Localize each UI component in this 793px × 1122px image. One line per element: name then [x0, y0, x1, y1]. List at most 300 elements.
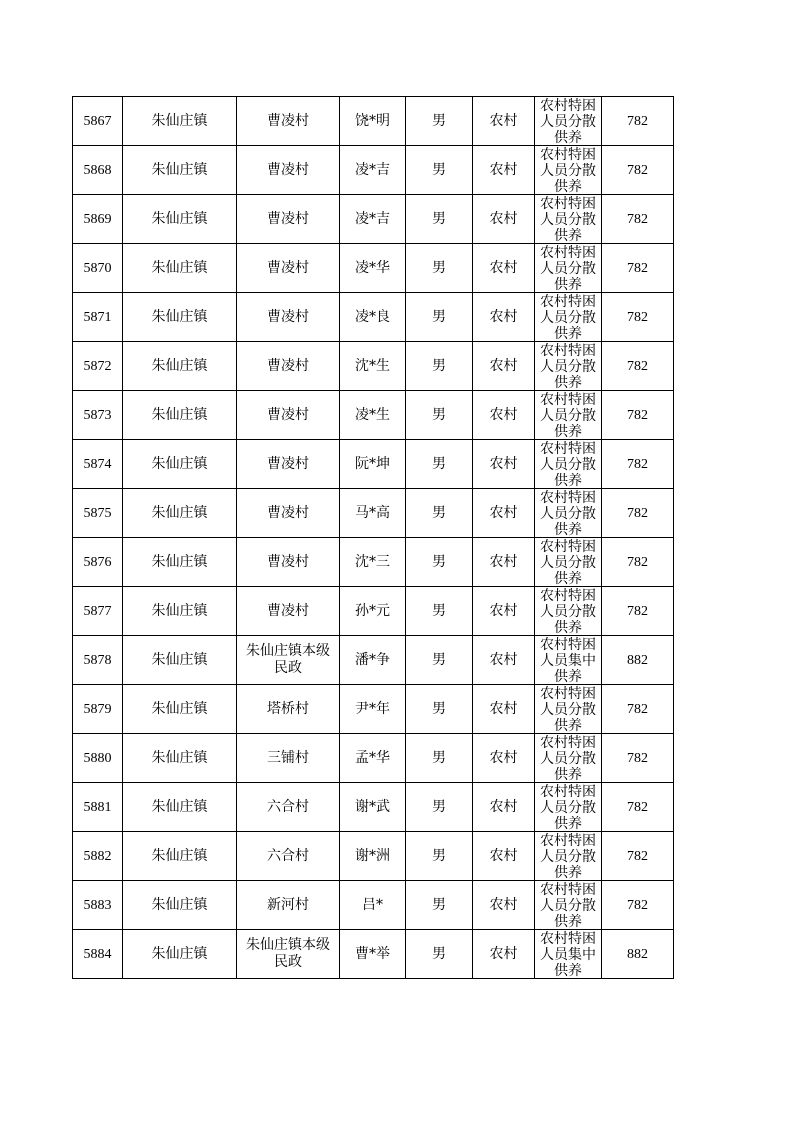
- name-text: 马*高: [355, 504, 390, 521]
- town-cell: [123, 881, 237, 930]
- area-cell: [473, 881, 535, 930]
- serial-number-text: 5875: [83, 505, 112, 521]
- town-cell: [123, 489, 237, 538]
- support-type-text: 农村特困人员分散供养: [540, 441, 596, 488]
- town-cell: [123, 293, 237, 342]
- table-row: [73, 832, 674, 881]
- amount-text: 782: [627, 701, 648, 717]
- town-cell: [123, 685, 237, 734]
- support-type-cell: [535, 832, 602, 881]
- amount-text: 782: [627, 897, 648, 913]
- amount-cell: [602, 832, 674, 881]
- village-cell: [237, 489, 340, 538]
- serial-number-text: 5873: [83, 407, 112, 423]
- name-cell: [340, 146, 406, 195]
- name-text: 孙*元: [355, 602, 390, 619]
- village-cell: [237, 636, 340, 685]
- support-type-text: 农村特困人员分散供养: [540, 392, 596, 439]
- area-text: 农村: [489, 945, 518, 962]
- village-text: 曹凌村: [267, 161, 309, 178]
- area-text: 农村: [489, 161, 518, 178]
- amount-cell: [602, 244, 674, 293]
- serial-number-cell: [73, 97, 123, 146]
- area-cell: [473, 685, 535, 734]
- serial-number-text: 5877: [83, 603, 112, 619]
- name-cell: [340, 391, 406, 440]
- support-type-text: 农村特困人员分散供养: [540, 588, 596, 635]
- town-cell: [123, 146, 237, 195]
- area-text: 农村: [489, 504, 518, 521]
- area-text: 农村: [489, 896, 518, 913]
- serial-number-cell: [73, 783, 123, 832]
- village-text: 曹凌村: [267, 210, 309, 227]
- gender-text: 男: [432, 896, 446, 913]
- area-cell: [473, 440, 535, 489]
- village-text: 曹凌村: [267, 602, 309, 619]
- town-text: 朱仙庄镇: [151, 357, 208, 374]
- serial-number-cell: [73, 832, 123, 881]
- gender-cell: [406, 832, 473, 881]
- area-cell: [473, 930, 535, 979]
- gender-text: 男: [432, 651, 446, 668]
- gender-text: 男: [432, 259, 446, 276]
- support-type-text: 农村特困人员分散供养: [540, 196, 596, 243]
- town-text: 朱仙庄镇: [151, 749, 208, 766]
- gender-cell: [406, 244, 473, 293]
- village-text: 曹凌村: [267, 357, 309, 374]
- support-type-cell: [535, 146, 602, 195]
- name-cell: [340, 538, 406, 587]
- area-cell: [473, 293, 535, 342]
- support-type-cell: [535, 440, 602, 489]
- serial-number-text: 5867: [83, 113, 112, 129]
- town-cell: [123, 587, 237, 636]
- town-cell: [123, 538, 237, 587]
- table-row: [73, 538, 674, 587]
- name-text: 孟*华: [355, 749, 390, 766]
- support-type-text: 农村特困人员分散供养: [540, 833, 596, 880]
- amount-cell: [602, 538, 674, 587]
- area-text: 农村: [489, 455, 518, 472]
- support-type-cell: [535, 195, 602, 244]
- table-row: [73, 734, 674, 783]
- serial-number-cell: [73, 391, 123, 440]
- gender-text: 男: [432, 602, 446, 619]
- area-text: 农村: [489, 700, 518, 717]
- support-type-cell: [535, 734, 602, 783]
- area-cell: [473, 244, 535, 293]
- name-text: 尹*年: [355, 700, 390, 717]
- town-cell: [123, 195, 237, 244]
- table-row: [73, 195, 674, 244]
- support-type-text: 农村特困人员分散供养: [540, 784, 596, 831]
- area-text: 农村: [489, 308, 518, 325]
- area-text: 农村: [489, 357, 518, 374]
- table-body: [73, 97, 674, 979]
- support-type-text: 农村特困人员集中供养: [540, 931, 596, 978]
- area-text: 农村: [489, 602, 518, 619]
- village-cell: [237, 832, 340, 881]
- gender-cell: [406, 783, 473, 832]
- area-cell: [473, 538, 535, 587]
- amount-text: 782: [627, 260, 648, 276]
- name-cell: [340, 489, 406, 538]
- amount-cell: [602, 685, 674, 734]
- amount-cell: [602, 342, 674, 391]
- village-cell: [237, 244, 340, 293]
- table-row: [73, 783, 674, 832]
- town-cell: [123, 930, 237, 979]
- table-row: [73, 489, 674, 538]
- name-text: 沈*三: [355, 553, 390, 570]
- serial-number-cell: [73, 489, 123, 538]
- amount-cell: [602, 587, 674, 636]
- village-text: 曹凌村: [267, 553, 309, 570]
- area-cell: [473, 832, 535, 881]
- town-cell: [123, 97, 237, 146]
- table-row: [73, 97, 674, 146]
- town-text: 朱仙庄镇: [151, 210, 208, 227]
- gender-text: 男: [432, 455, 446, 472]
- support-type-cell: [535, 636, 602, 685]
- town-cell: [123, 244, 237, 293]
- support-type-cell: [535, 244, 602, 293]
- amount-text: 782: [627, 750, 648, 766]
- serial-number-text: 5880: [83, 750, 112, 766]
- serial-number-cell: [73, 685, 123, 734]
- village-cell: [237, 538, 340, 587]
- name-cell: [340, 440, 406, 489]
- amount-text: 782: [627, 456, 648, 472]
- gender-text: 男: [432, 210, 446, 227]
- name-text: 沈*生: [355, 357, 390, 374]
- village-cell: [237, 391, 340, 440]
- name-text: 吕*: [362, 896, 383, 913]
- serial-number-text: 5879: [83, 701, 112, 717]
- area-text: 农村: [489, 553, 518, 570]
- village-text: 朱仙庄镇本级民政: [246, 643, 330, 676]
- gender-text: 男: [432, 553, 446, 570]
- name-text: 饶*明: [355, 112, 390, 129]
- beneficiary-table: [72, 96, 674, 979]
- amount-text: 782: [627, 505, 648, 521]
- area-cell: [473, 587, 535, 636]
- table-row: [73, 391, 674, 440]
- gender-cell: [406, 881, 473, 930]
- area-text: 农村: [489, 112, 518, 129]
- table-row: [73, 881, 674, 930]
- name-cell: [340, 244, 406, 293]
- serial-number-cell: [73, 195, 123, 244]
- support-type-text: 农村特困人员分散供养: [540, 686, 596, 733]
- area-text: 农村: [489, 749, 518, 766]
- village-text: 曹凌村: [267, 259, 309, 276]
- amount-text: 782: [627, 554, 648, 570]
- serial-number-cell: [73, 244, 123, 293]
- village-text: 新河村: [267, 896, 309, 913]
- table-row: [73, 685, 674, 734]
- gender-cell: [406, 587, 473, 636]
- name-cell: [340, 734, 406, 783]
- town-text: 朱仙庄镇: [151, 798, 208, 815]
- town-cell: [123, 636, 237, 685]
- amount-text: 882: [627, 946, 648, 962]
- support-type-cell: [535, 342, 602, 391]
- amount-cell: [602, 930, 674, 979]
- town-text: 朱仙庄镇: [151, 847, 208, 864]
- table-row: [73, 587, 674, 636]
- serial-number-cell: [73, 538, 123, 587]
- area-text: 农村: [489, 406, 518, 423]
- village-text: 六合村: [267, 798, 309, 815]
- serial-number-cell: [73, 587, 123, 636]
- area-text: 农村: [489, 651, 518, 668]
- name-text: 谢*洲: [355, 847, 390, 864]
- town-text: 朱仙庄镇: [151, 112, 208, 129]
- amount-cell: [602, 489, 674, 538]
- support-type-cell: [535, 97, 602, 146]
- town-text: 朱仙庄镇: [151, 308, 208, 325]
- amount-cell: [602, 636, 674, 685]
- amount-cell: [602, 881, 674, 930]
- table-row: [73, 146, 674, 195]
- gender-cell: [406, 146, 473, 195]
- gender-cell: [406, 97, 473, 146]
- serial-number-text: 5871: [83, 309, 112, 325]
- gender-cell: [406, 636, 473, 685]
- name-cell: [340, 342, 406, 391]
- amount-cell: [602, 440, 674, 489]
- support-type-cell: [535, 881, 602, 930]
- amount-text: 782: [627, 113, 648, 129]
- village-cell: [237, 587, 340, 636]
- area-cell: [473, 489, 535, 538]
- table-row: [73, 930, 674, 979]
- gender-text: 男: [432, 798, 446, 815]
- town-cell: [123, 342, 237, 391]
- amount-cell: [602, 195, 674, 244]
- village-text: 六合村: [267, 847, 309, 864]
- support-type-cell: [535, 783, 602, 832]
- support-type-text: 农村特困人员分散供养: [540, 539, 596, 586]
- gender-cell: [406, 195, 473, 244]
- serial-number-text: 5882: [83, 848, 112, 864]
- support-type-text: 农村特困人员分散供养: [540, 147, 596, 194]
- serial-number-cell: [73, 146, 123, 195]
- village-cell: [237, 146, 340, 195]
- gender-text: 男: [432, 161, 446, 178]
- amount-text: 782: [627, 848, 648, 864]
- village-cell: [237, 685, 340, 734]
- village-text: 曹凌村: [267, 308, 309, 325]
- village-text: 曹凌村: [267, 406, 309, 423]
- serial-number-cell: [73, 734, 123, 783]
- name-cell: [340, 195, 406, 244]
- serial-number-text: 5869: [83, 211, 112, 227]
- amount-text: 782: [627, 603, 648, 619]
- gender-text: 男: [432, 406, 446, 423]
- support-type-cell: [535, 685, 602, 734]
- village-text: 塔桥村: [267, 700, 309, 717]
- serial-number-cell: [73, 881, 123, 930]
- gender-text: 男: [432, 945, 446, 962]
- support-type-text: 农村特困人员分散供养: [540, 245, 596, 292]
- village-text: 曹凌村: [267, 504, 309, 521]
- serial-number-text: 5872: [83, 358, 112, 374]
- serial-number-cell: [73, 293, 123, 342]
- town-text: 朱仙庄镇: [151, 945, 208, 962]
- gender-text: 男: [432, 112, 446, 129]
- support-type-cell: [535, 930, 602, 979]
- area-cell: [473, 146, 535, 195]
- village-text: 曹凌村: [267, 112, 309, 129]
- village-cell: [237, 440, 340, 489]
- support-type-cell: [535, 587, 602, 636]
- serial-number-cell: [73, 440, 123, 489]
- village-cell: [237, 342, 340, 391]
- village-cell: [237, 930, 340, 979]
- amount-text: 782: [627, 211, 648, 227]
- support-type-text: 农村特困人员分散供养: [540, 882, 596, 929]
- table-row: [73, 440, 674, 489]
- town-cell: [123, 440, 237, 489]
- support-type-text: 农村特困人员分散供养: [540, 490, 596, 537]
- town-text: 朱仙庄镇: [151, 651, 208, 668]
- town-cell: [123, 734, 237, 783]
- area-text: 农村: [489, 259, 518, 276]
- support-type-text: 农村特困人员分散供养: [540, 343, 596, 390]
- serial-number-cell: [73, 342, 123, 391]
- name-text: 凌*吉: [355, 161, 390, 178]
- name-cell: [340, 97, 406, 146]
- support-type-text: 农村特困人员分散供养: [540, 98, 596, 145]
- serial-number-text: 5883: [83, 897, 112, 913]
- area-cell: [473, 783, 535, 832]
- area-text: 农村: [489, 847, 518, 864]
- village-text: 朱仙庄镇本级民政: [246, 937, 330, 970]
- name-cell: [340, 685, 406, 734]
- gender-text: 男: [432, 357, 446, 374]
- town-cell: [123, 783, 237, 832]
- town-text: 朱仙庄镇: [151, 259, 208, 276]
- serial-number-text: 5876: [83, 554, 112, 570]
- area-text: 农村: [489, 210, 518, 227]
- support-type-cell: [535, 293, 602, 342]
- town-text: 朱仙庄镇: [151, 504, 208, 521]
- village-text: 三铺村: [267, 749, 309, 766]
- gender-cell: [406, 930, 473, 979]
- village-cell: [237, 783, 340, 832]
- gender-cell: [406, 489, 473, 538]
- amount-cell: [602, 97, 674, 146]
- town-text: 朱仙庄镇: [151, 700, 208, 717]
- gender-cell: [406, 391, 473, 440]
- name-text: 曹*举: [355, 945, 390, 962]
- gender-text: 男: [432, 308, 446, 325]
- table-row: [73, 293, 674, 342]
- amount-text: 882: [627, 652, 648, 668]
- area-cell: [473, 734, 535, 783]
- name-text: 谢*武: [355, 798, 390, 815]
- gender-text: 男: [432, 847, 446, 864]
- name-text: 凌*良: [355, 308, 390, 325]
- gender-cell: [406, 293, 473, 342]
- town-cell: [123, 391, 237, 440]
- serial-number-cell: [73, 636, 123, 685]
- support-type-text: 农村特困人员集中供养: [540, 637, 596, 684]
- name-text: 凌*吉: [355, 210, 390, 227]
- gender-text: 男: [432, 504, 446, 521]
- name-cell: [340, 881, 406, 930]
- name-cell: [340, 636, 406, 685]
- village-cell: [237, 293, 340, 342]
- amount-cell: [602, 391, 674, 440]
- amount-cell: [602, 734, 674, 783]
- amount-text: 782: [627, 799, 648, 815]
- town-cell: [123, 832, 237, 881]
- gender-cell: [406, 538, 473, 587]
- name-cell: [340, 930, 406, 979]
- table-row: [73, 342, 674, 391]
- table-row: [73, 636, 674, 685]
- town-text: 朱仙庄镇: [151, 896, 208, 913]
- town-text: 朱仙庄镇: [151, 553, 208, 570]
- area-cell: [473, 342, 535, 391]
- serial-number-text: 5874: [83, 456, 112, 472]
- amount-text: 782: [627, 407, 648, 423]
- support-type-cell: [535, 489, 602, 538]
- support-type-cell: [535, 538, 602, 587]
- area-cell: [473, 636, 535, 685]
- gender-text: 男: [432, 700, 446, 717]
- gender-cell: [406, 440, 473, 489]
- name-cell: [340, 587, 406, 636]
- town-text: 朱仙庄镇: [151, 406, 208, 423]
- area-text: 农村: [489, 798, 518, 815]
- village-cell: [237, 97, 340, 146]
- serial-number-text: 5868: [83, 162, 112, 178]
- town-text: 朱仙庄镇: [151, 602, 208, 619]
- amount-cell: [602, 783, 674, 832]
- amount-cell: [602, 146, 674, 195]
- area-cell: [473, 195, 535, 244]
- table-row: [73, 244, 674, 293]
- amount-text: 782: [627, 309, 648, 325]
- serial-number-text: 5881: [83, 799, 112, 815]
- village-cell: [237, 881, 340, 930]
- gender-text: 男: [432, 749, 446, 766]
- name-text: 潘*争: [355, 651, 390, 668]
- name-cell: [340, 293, 406, 342]
- serial-number-text: 5870: [83, 260, 112, 276]
- village-text: 曹凌村: [267, 455, 309, 472]
- amount-text: 782: [627, 358, 648, 374]
- town-text: 朱仙庄镇: [151, 161, 208, 178]
- name-text: 阮*坤: [355, 455, 390, 472]
- amount-text: 782: [627, 162, 648, 178]
- name-cell: [340, 783, 406, 832]
- town-text: 朱仙庄镇: [151, 455, 208, 472]
- support-type-text: 农村特困人员分散供养: [540, 294, 596, 341]
- name-text: 凌*生: [355, 406, 390, 423]
- area-cell: [473, 391, 535, 440]
- name-cell: [340, 832, 406, 881]
- gender-cell: [406, 734, 473, 783]
- support-type-text: 农村特困人员分散供养: [540, 735, 596, 782]
- serial-number-text: 5878: [83, 652, 112, 668]
- serial-number-cell: [73, 930, 123, 979]
- village-cell: [237, 734, 340, 783]
